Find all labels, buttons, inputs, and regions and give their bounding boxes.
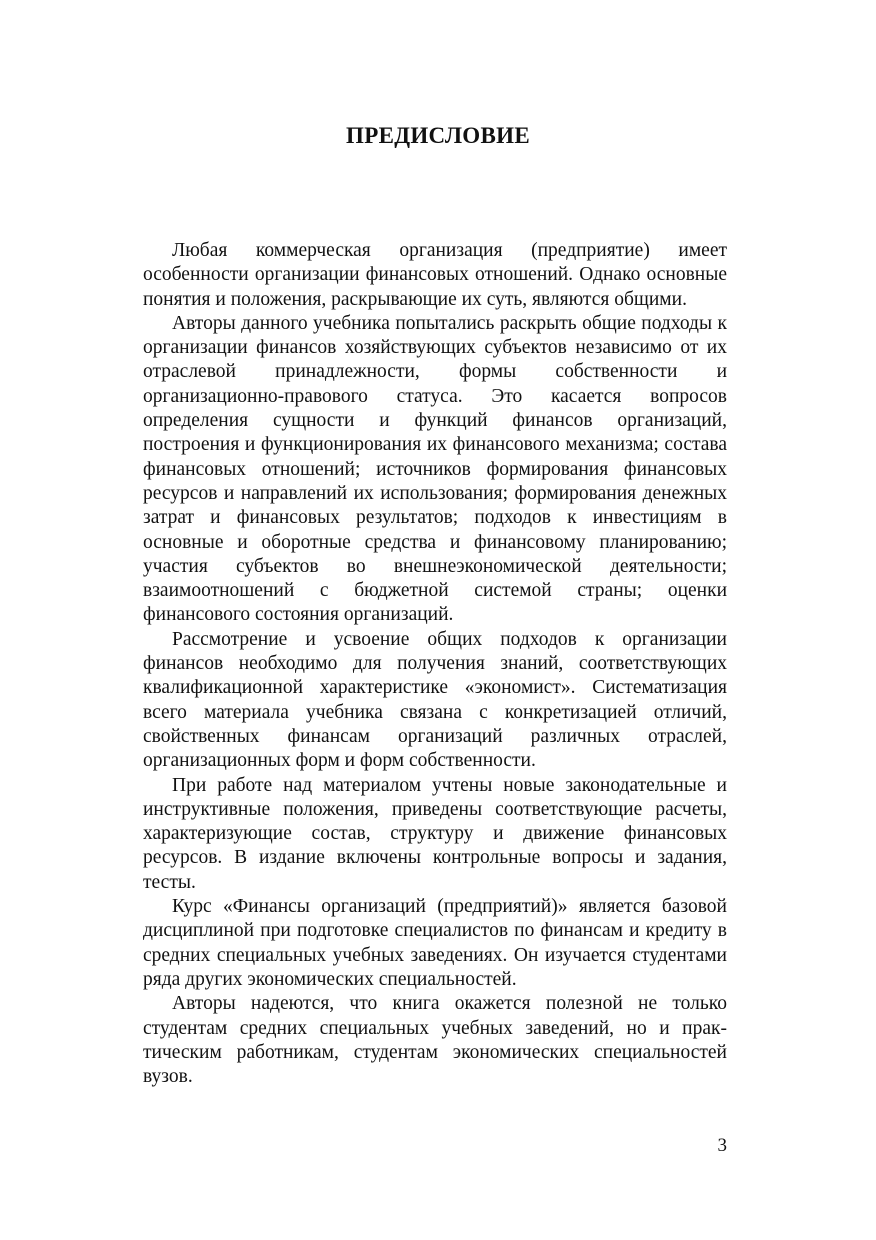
paragraph-1: Любая коммерческая организация (предприятие) имеет особенности организации финансовых отношений. Однако основные понятия и положения, раскрывающие их суть, являются общими. xyxy=(143,240,727,310)
paragraph-3: Рассмотрение и усвоение общих подходов к организации финансов необходимо для получения знаний, соответствующих квалификационной характеристике «экономист». Систематизация всего материала учебника связана с конкретизацией отличий, свойственных финансам организаций различных отраслей, организационных форм и форм собственности. xyxy=(143,628,727,772)
paragraph-2: Авторы данного учебника попытались раскрыть общие подходы к организации финансов хозяйствующих субъектов независимо от их отраслевой принадлежности, формы собственности и организационно-правового статуса. Это касается вопросов определения сущности и функций финансов организаций, построения и функционирования их финансового механизма; состава финансовых отношений; источников формирования финансовых ресурсов и направлений их использования; формирования денежных затрат и финансовых результатов; подходов к инвестициям в основные и оборотные средства и финансовому планированию; участия субъектов во внешнеэкономической деятельности; взаимоотношений с бюджетной системой страны; оценки финансового состояния организаций. xyxy=(143,312,727,626)
page-title: ПРЕДИСЛОВИЕ xyxy=(346,123,530,148)
page-number: 3 xyxy=(717,1135,727,1156)
paragraph-5: Курс «Финансы организаций (предприятий)» является базовой дисциплиной при подготовке специалистов по финансам и кредиту в средних специальных учебных заведениях. Он изучается студентами ряда других экономических специальностей. xyxy=(143,896,727,990)
paragraph-4: При работе над материалом учтены новые законодательные и инструктивные положения, приведены соответствующие расчеты, характеризующие состав, структуру и движение финансовых ресурсов. В издание включены контрольные вопросы и задания, тесты. xyxy=(143,774,727,893)
preface-body xyxy=(143,239,727,1089)
paragraph-6: Авторы надеются, что книга окажется полезной не только студентам средних специальных учебных заведений, но и практическим работникам, студентам экономических специальностей вузов. xyxy=(143,993,727,1088)
